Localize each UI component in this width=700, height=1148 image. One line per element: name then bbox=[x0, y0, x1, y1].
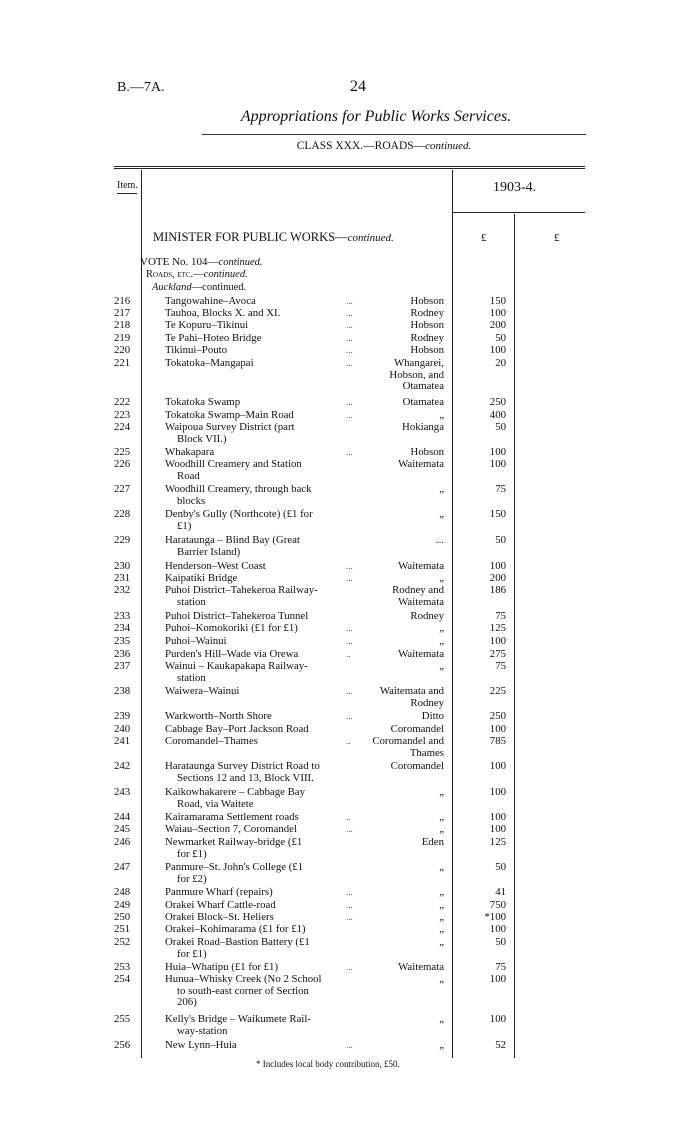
description-line: Panmure–St. John's College (£1 bbox=[165, 861, 304, 873]
item-number: 216 bbox=[114, 295, 131, 307]
amount: 200 bbox=[489, 319, 506, 331]
item-number: 218 bbox=[114, 319, 131, 331]
electoral-district: „ bbox=[439, 409, 444, 421]
item-number: 225 bbox=[114, 446, 131, 458]
amount: 100 bbox=[489, 760, 506, 772]
item-number: 248 bbox=[114, 886, 131, 898]
description-line: Waiwera–Wainui bbox=[165, 685, 240, 697]
class-heading-suffix: continued. bbox=[425, 140, 472, 152]
currency-symbol-amount: £ bbox=[481, 232, 487, 244]
item-number: 232 bbox=[114, 584, 131, 596]
year-column-header: 1903-4. bbox=[493, 180, 537, 195]
item-description bbox=[165, 296, 361, 308]
electoral-district: „ bbox=[439, 635, 444, 647]
leader-dots: ... bbox=[346, 623, 353, 633]
amount: 100 bbox=[489, 446, 506, 458]
item-number: 240 bbox=[114, 723, 131, 735]
electoral-district: „ bbox=[439, 973, 444, 985]
leader-dots: ... bbox=[346, 1040, 353, 1050]
electoral-district: „ bbox=[439, 899, 444, 911]
electoral-district: Whangarei, Hobson, and Otamatea bbox=[389, 357, 444, 393]
item-number: 217 bbox=[114, 307, 131, 319]
item-description bbox=[165, 787, 361, 810]
description-line: blocks bbox=[177, 494, 206, 507]
description-line: for £1) bbox=[177, 947, 207, 960]
item-number: 230 bbox=[114, 560, 131, 572]
item-number: 222 bbox=[114, 396, 131, 408]
description-line: station bbox=[177, 671, 206, 684]
amount: 50 bbox=[495, 936, 506, 948]
description-line: Orakei Block–St. Heliers bbox=[165, 911, 274, 923]
leader-dots: .. bbox=[346, 649, 351, 659]
description-line: Te Kopuru–Tikinui bbox=[165, 319, 249, 331]
item-number: 227 bbox=[114, 483, 131, 495]
amount: 275 bbox=[489, 648, 506, 660]
amount: 100 bbox=[489, 560, 506, 572]
description-line: Denby's Gully (Northcote) (£1 for bbox=[165, 508, 313, 520]
description-line: Tokatoka Swamp–Main Road bbox=[165, 409, 294, 421]
leader-dots: ... bbox=[346, 912, 353, 922]
description-line: to south-east corner of Section bbox=[177, 984, 309, 997]
item-description bbox=[165, 397, 361, 409]
item-number: 251 bbox=[114, 923, 131, 935]
item-description bbox=[165, 711, 361, 723]
description-line: Purden's Hill–Wade via Orewa bbox=[165, 648, 299, 660]
amount: 75 bbox=[495, 610, 506, 622]
electoral-district: „ bbox=[439, 936, 444, 948]
item-description bbox=[165, 862, 361, 885]
amount: 100 bbox=[489, 723, 506, 735]
electoral-district: Hobson bbox=[410, 446, 444, 458]
item-number: 254 bbox=[114, 973, 131, 985]
item-description bbox=[165, 484, 361, 507]
amount: 100 bbox=[489, 973, 506, 985]
item-description bbox=[165, 509, 361, 532]
item-number: 252 bbox=[114, 936, 131, 948]
item-description bbox=[165, 422, 361, 445]
item-description bbox=[165, 410, 361, 422]
item-description bbox=[165, 1040, 361, 1052]
amount: 785 bbox=[489, 735, 506, 747]
page-title: Appropriations for Public Works Services. bbox=[240, 108, 512, 125]
amount: 50 bbox=[495, 332, 506, 344]
description-line: Kairamarama Settlement roads bbox=[165, 811, 299, 823]
amount: 150 bbox=[489, 508, 506, 520]
amount: 100 bbox=[489, 635, 506, 647]
electoral-district: Waitemata and Rodney bbox=[379, 685, 444, 709]
item-description bbox=[165, 333, 361, 345]
currency-symbol-total: £ bbox=[554, 232, 560, 244]
description-line: Cabbage Bay–Port Jackson Road bbox=[165, 723, 309, 735]
item-description bbox=[165, 812, 361, 824]
amount: 100 bbox=[489, 923, 506, 935]
leader-dots: .. bbox=[346, 812, 351, 822]
description-line: Warkworth–North Shore bbox=[165, 710, 272, 722]
leader-dots: ... bbox=[346, 900, 353, 910]
electoral-district: „ bbox=[439, 1013, 444, 1025]
item-description bbox=[165, 1014, 361, 1037]
item-description bbox=[165, 345, 361, 357]
description-line: Kelly's Bridge – Waikumete Rail- bbox=[165, 1013, 312, 1025]
item-number: 220 bbox=[114, 344, 131, 356]
year-header-rule bbox=[453, 212, 585, 213]
item-description bbox=[165, 649, 361, 661]
electoral-district: Hokianga bbox=[402, 421, 444, 433]
table-top-rule bbox=[114, 166, 585, 167]
amount: 75 bbox=[495, 483, 506, 495]
amount: 100 bbox=[489, 811, 506, 823]
item-description bbox=[165, 585, 361, 608]
description-line: Orakei Wharf Cattle-road bbox=[165, 899, 276, 911]
region-text: Auckland bbox=[152, 282, 192, 293]
electoral-district: Coromandel bbox=[390, 760, 444, 772]
description-line: Harataunga – Blind Bay (Great bbox=[165, 534, 300, 546]
amount: *100 bbox=[484, 911, 506, 923]
amount: 100 bbox=[489, 307, 506, 319]
amount: 125 bbox=[489, 622, 506, 634]
amount: 100 bbox=[489, 1013, 506, 1025]
electoral-district: Waitemata bbox=[398, 458, 444, 470]
description-line: Kaikowhakarere – Cabbage Bay bbox=[165, 786, 306, 798]
subhead-text: Roads, etc.— bbox=[146, 269, 204, 280]
amount: 20 bbox=[495, 357, 506, 369]
ministry-text: MINISTER FOR PUBLIC WORKS— bbox=[153, 230, 348, 244]
amount: 41 bbox=[495, 886, 506, 898]
vote-text: VOTE No. 104— bbox=[140, 256, 219, 268]
leader-dots: .. bbox=[346, 736, 351, 746]
leader-dots: ... bbox=[346, 345, 353, 355]
description-line: Tauhoa, Blocks X. and XI. bbox=[165, 307, 281, 319]
electoral-district: Hobson bbox=[410, 344, 444, 356]
amount: 200 bbox=[489, 572, 506, 584]
item-description bbox=[165, 320, 361, 332]
item-column-header: Item. bbox=[117, 180, 138, 191]
electoral-district: Waitemata bbox=[398, 560, 444, 572]
item-column-divider bbox=[141, 170, 142, 1058]
electoral-district: „ bbox=[439, 886, 444, 898]
page-number: 24 bbox=[350, 78, 366, 95]
item-number: 243 bbox=[114, 786, 131, 798]
ministry-heading bbox=[153, 230, 394, 245]
electoral-district: Eden bbox=[421, 836, 444, 848]
amount: 75 bbox=[495, 961, 506, 973]
leader-dots: ... bbox=[346, 824, 353, 834]
description-line: Barrier Island) bbox=[177, 545, 241, 558]
leader-dots: ... bbox=[346, 308, 353, 318]
leader-dots: ... bbox=[346, 887, 353, 897]
electoral-district: Hobson bbox=[410, 295, 444, 307]
item-description bbox=[165, 912, 361, 924]
leader-dots: ... bbox=[346, 296, 353, 306]
item-description bbox=[165, 761, 361, 784]
item-number: 253 bbox=[114, 961, 131, 973]
electoral-district: Rodney and Waitemata bbox=[392, 584, 444, 608]
description-line: Puhoi District–Tahekeroa Tunnel bbox=[165, 610, 309, 622]
description-line: Road bbox=[177, 469, 200, 482]
item-description bbox=[165, 887, 361, 899]
amount: 75 bbox=[495, 660, 506, 672]
item-description bbox=[165, 573, 361, 585]
description-line: Puhoi–Komokoriki (£1 for £1) bbox=[165, 622, 298, 634]
description-line: Road, via Waitete bbox=[177, 797, 254, 810]
electoral-district: „ bbox=[439, 660, 444, 672]
electoral-district: „ bbox=[439, 911, 444, 923]
class-heading bbox=[0, 140, 700, 152]
leader-dots: ... bbox=[346, 410, 353, 420]
description-line: Tokatoka Swamp bbox=[165, 396, 241, 408]
leader-dots: ... bbox=[346, 686, 353, 696]
vote-suffix: continued. bbox=[218, 257, 263, 268]
item-description bbox=[165, 611, 361, 623]
amount: 250 bbox=[489, 396, 506, 408]
subhead-suffix: continued. bbox=[203, 269, 248, 280]
electoral-district: ... bbox=[435, 534, 444, 546]
description-line: Hunua–Whisky Creek (No 2 School bbox=[165, 973, 322, 985]
leader-dots: ... bbox=[346, 397, 353, 407]
item-number: 235 bbox=[114, 635, 131, 647]
item-number: 223 bbox=[114, 409, 131, 421]
description-line: Kaipatiki Bridge bbox=[165, 572, 238, 584]
item-description bbox=[165, 924, 361, 936]
electoral-district: Otamatea bbox=[402, 396, 444, 408]
leader-dots: ... bbox=[346, 333, 353, 343]
item-description bbox=[165, 974, 361, 1009]
leader-dots: ... bbox=[346, 358, 353, 368]
description-line: £1) bbox=[177, 519, 192, 532]
item-description bbox=[165, 661, 361, 684]
electoral-district: „ bbox=[439, 1039, 444, 1051]
item-description bbox=[165, 308, 361, 320]
electoral-district: „ bbox=[439, 786, 444, 798]
item-description bbox=[165, 937, 361, 960]
description-line: Block VII.) bbox=[177, 432, 227, 445]
ministry-suffix: continued. bbox=[347, 232, 394, 244]
electoral-district: Hobson bbox=[410, 319, 444, 331]
item-number: 242 bbox=[114, 760, 131, 772]
item-number: 224 bbox=[114, 421, 131, 433]
electoral-district: „ bbox=[439, 861, 444, 873]
electoral-district: Coromandel bbox=[390, 723, 444, 735]
description-line: Harataunga Survey District Road to bbox=[165, 760, 320, 772]
item-number: 250 bbox=[114, 911, 131, 923]
class-heading-text: CLASS XXX.—ROADS— bbox=[296, 140, 426, 152]
page-reference: B.—7A. bbox=[117, 80, 165, 95]
item-description bbox=[165, 837, 361, 860]
item-description bbox=[165, 824, 361, 836]
item-number: 256 bbox=[114, 1039, 131, 1051]
electoral-district: Rodney bbox=[410, 307, 444, 319]
amount: 100 bbox=[489, 786, 506, 798]
electoral-district: Waitemata bbox=[398, 648, 444, 660]
leader-dots: ... bbox=[346, 962, 353, 972]
amount: 186 bbox=[489, 584, 506, 596]
description-line: Whakapara bbox=[165, 446, 215, 458]
item-number: 221 bbox=[114, 357, 131, 369]
leader-dots: ... bbox=[346, 447, 353, 457]
item-number: 246 bbox=[114, 836, 131, 848]
item-description bbox=[165, 447, 361, 459]
item-number: 241 bbox=[114, 735, 131, 747]
electoral-district: Waitemata bbox=[398, 961, 444, 973]
description-line: Orakei–Kohimarama (£1 for £1) bbox=[165, 923, 306, 935]
item-number: 226 bbox=[114, 458, 131, 470]
description-line: Te Pahi–Hoteo Bridge bbox=[165, 332, 262, 344]
amount: 125 bbox=[489, 836, 506, 848]
item-number: 247 bbox=[114, 861, 131, 873]
amount: 50 bbox=[495, 421, 506, 433]
item-description bbox=[165, 459, 361, 482]
electoral-district: „ bbox=[439, 508, 444, 520]
item-description bbox=[165, 962, 361, 974]
description-line: Tokatoka–Mangapai bbox=[165, 357, 254, 369]
item-number: 228 bbox=[114, 508, 131, 520]
item-number: 238 bbox=[114, 685, 131, 697]
item-number: 255 bbox=[114, 1013, 131, 1025]
amount: 225 bbox=[489, 685, 506, 697]
amount: 50 bbox=[495, 534, 506, 546]
item-number: 244 bbox=[114, 811, 131, 823]
description-line: Waipoua Survey District (part bbox=[165, 421, 295, 433]
amount: 100 bbox=[489, 458, 506, 470]
description-line: Tikinui–Pouto bbox=[165, 344, 228, 356]
item-description bbox=[165, 736, 361, 748]
leader-dots: ... bbox=[346, 320, 353, 330]
item-number: 245 bbox=[114, 823, 131, 835]
footnote: * Includes local body contribution, £50. bbox=[256, 1059, 400, 1069]
leader-dots: ... bbox=[346, 561, 353, 571]
description-line: Henderson–West Coast bbox=[165, 560, 266, 572]
item-number: 236 bbox=[114, 648, 131, 660]
title-rule bbox=[202, 134, 586, 135]
electoral-district: „ bbox=[439, 572, 444, 584]
leader-dots: ... bbox=[346, 711, 353, 721]
amount: 400 bbox=[489, 409, 506, 421]
amount: 150 bbox=[489, 295, 506, 307]
description-line: Waiau–Section 7, Coromandel bbox=[165, 823, 297, 835]
electoral-district: „ bbox=[439, 923, 444, 935]
electoral-district: „ bbox=[439, 622, 444, 634]
total-column-divider bbox=[514, 214, 515, 1058]
amount: 100 bbox=[489, 344, 506, 356]
item-number: 234 bbox=[114, 622, 131, 634]
region-suffix: —continued. bbox=[191, 282, 247, 293]
item-description bbox=[165, 358, 361, 370]
leader-dots: ... bbox=[346, 573, 353, 583]
description-line: Wainui – Kaukapakapa Railway- bbox=[165, 660, 308, 672]
item-description bbox=[165, 623, 361, 635]
description-line: Newmarket Railway-bridge (£1 bbox=[165, 836, 303, 848]
description-line: Woodhill Creamery, through back bbox=[165, 483, 312, 495]
description-line: Panmure Wharf (repairs) bbox=[165, 886, 273, 898]
item-number: 219 bbox=[114, 332, 131, 344]
electoral-district: Rodney bbox=[410, 332, 444, 344]
item-description bbox=[165, 636, 361, 648]
item-description bbox=[165, 561, 361, 573]
electoral-district: Ditto bbox=[421, 710, 444, 722]
item-header-dash bbox=[117, 193, 137, 194]
table-top-rule-double bbox=[114, 168, 585, 169]
item-number: 231 bbox=[114, 572, 131, 584]
description-line: Puhoi–Wainui bbox=[165, 635, 227, 647]
description-line: Sections 12 and 13, Block VIII. bbox=[177, 771, 314, 784]
region-heading bbox=[152, 282, 246, 293]
subhead-heading bbox=[146, 269, 248, 280]
item-number: 249 bbox=[114, 899, 131, 911]
amount: 52 bbox=[495, 1039, 506, 1051]
item-description bbox=[165, 686, 361, 698]
amount: 50 bbox=[495, 861, 506, 873]
item-description bbox=[165, 535, 361, 558]
description-line: Tangowahine–Avoca bbox=[165, 295, 256, 307]
item-description bbox=[165, 900, 361, 912]
amount: 100 bbox=[489, 823, 506, 835]
description-line: for £1) bbox=[177, 847, 207, 860]
description-line: for £2) bbox=[177, 872, 207, 885]
amount: 750 bbox=[489, 899, 506, 911]
item-number: 229 bbox=[114, 534, 131, 546]
amount: 250 bbox=[489, 710, 506, 722]
electoral-district: Rodney bbox=[410, 610, 444, 622]
description-line: station bbox=[177, 595, 206, 608]
vote-heading bbox=[140, 256, 263, 268]
electoral-district: Coromandel and Thames bbox=[372, 735, 444, 759]
item-number: 233 bbox=[114, 610, 131, 622]
item-number: 239 bbox=[114, 710, 131, 722]
description-line: Coromandel–Thames bbox=[165, 735, 258, 747]
description-line: way-station bbox=[177, 1024, 228, 1037]
description-line: Puhoi District–Tahekeroa Railway- bbox=[165, 584, 318, 596]
description-line: Woodhill Creamery and Station bbox=[165, 458, 302, 470]
description-line: New Lynn–Huia bbox=[165, 1039, 237, 1051]
description-line: Orakei Road–Bastion Battery (£1 bbox=[165, 936, 310, 948]
electoral-district: „ bbox=[439, 811, 444, 823]
description-line: 206) bbox=[177, 996, 197, 1009]
electoral-district: „ bbox=[439, 823, 444, 835]
item-description bbox=[165, 724, 361, 736]
electoral-district: „ bbox=[439, 483, 444, 495]
item-number: 237 bbox=[114, 660, 131, 672]
description-line: Huia–Whatipu (£1 for £1) bbox=[165, 961, 279, 973]
leader-dots: ... bbox=[346, 636, 353, 646]
